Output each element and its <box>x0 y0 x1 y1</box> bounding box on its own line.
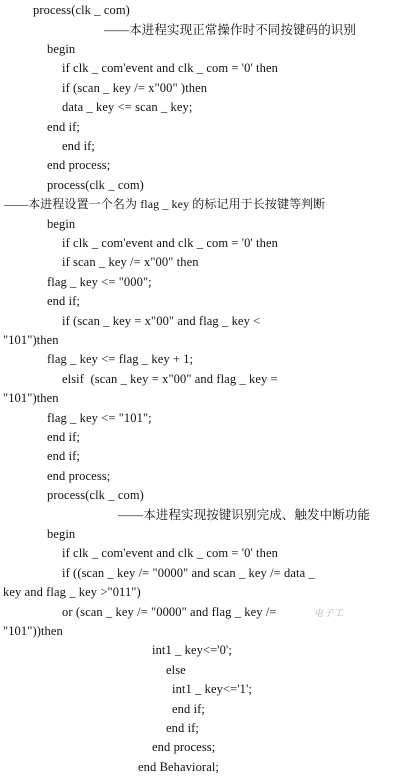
code-line: key and flag _ key >"011") <box>3 585 141 599</box>
code-line: if (scan _ key = x"00" and flag _ key < <box>62 314 261 328</box>
code-line: begin <box>47 527 76 541</box>
code-comment: ——本进程实现按键识别完成、触发中断功能 <box>118 508 371 522</box>
code-line: process(clk _ com) <box>33 3 130 17</box>
code-line: end if; <box>166 721 199 735</box>
code-line: end if; <box>62 139 95 153</box>
code-line: process(clk _ com) <box>47 488 144 502</box>
code-line: end process; <box>47 158 111 172</box>
code-line: "101")then <box>3 391 59 405</box>
code-line: else <box>166 663 186 677</box>
code-line: flag _ key <= "101"; <box>47 411 152 425</box>
code-line: begin <box>47 217 76 231</box>
code-line: end process; <box>47 469 111 483</box>
code-line: end if; <box>47 294 80 308</box>
code-line: end if; <box>47 449 80 463</box>
code-line: end Behavioral; <box>138 760 219 774</box>
code-line: data _ key <= scan _ key; <box>62 100 193 114</box>
code-line: if (scan _ key /= x"00" )then <box>62 81 208 95</box>
code-line: if clk _ com'event and clk _ com = '0' then <box>62 546 278 560</box>
code-line: "101"))then <box>3 624 63 638</box>
watermark-logo: 电子工 <box>314 608 345 618</box>
code-line: int1 _ key<='0'; <box>152 643 232 657</box>
code-line: if clk _ com'event and clk _ com = '0' then <box>62 236 278 250</box>
code-line: int1 _ key<='1'; <box>172 682 252 696</box>
code-line: end if; <box>172 702 205 716</box>
code-line: if ((scan _ key /= "0000" and scan _ key /= data _ <box>62 566 315 580</box>
code-line: if clk _ com'event and clk _ com = '0' then <box>62 61 278 75</box>
code-line: process(clk _ com) <box>47 178 144 192</box>
code-line: flag _ key <= "000"; <box>47 275 152 289</box>
code-line: elsif (scan _ key = x"00" and flag _ key = <box>62 372 278 386</box>
code-line: begin <box>47 42 76 56</box>
code-comment: ——本进程实现正常操作时不同按键码的识别 <box>104 23 357 37</box>
code-comment: ——本进程设置一个名为 flag _ key 的标记用于长按键等判断 <box>4 197 326 211</box>
code-line: end process; <box>152 740 216 754</box>
code-line: end if; <box>47 430 80 444</box>
code-line: "101")then <box>3 333 59 347</box>
code-line: if scan _ key /= x"00" then <box>62 255 199 269</box>
code-line: end if; <box>47 120 80 134</box>
code-line: flag _ key <= flag _ key + 1; <box>47 352 194 366</box>
code-line: or (scan _ key /= "0000" and flag _ key /= <box>62 605 277 619</box>
